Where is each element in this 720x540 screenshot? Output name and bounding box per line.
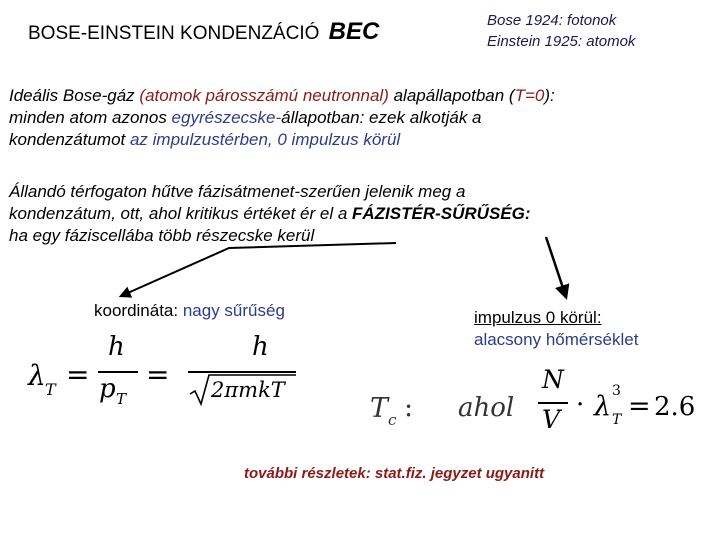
p1-text-5: ):	[544, 86, 555, 105]
fr-sub-c: c	[388, 411, 397, 429]
fl-h-2: h	[252, 332, 269, 362]
fl-sub-t: T	[45, 380, 56, 399]
fl-sqrt-body: 2πmkT	[211, 378, 285, 402]
fr-value: 2.6	[654, 392, 696, 422]
fl-eq-1: =	[66, 358, 90, 391]
fr-dot: ·	[576, 390, 585, 420]
label-momentum-line2: alacsony hőmérséklet	[474, 330, 639, 349]
fl-p: p	[99, 374, 116, 404]
p1-text-8: állapotban: ezek alkotják a	[281, 108, 482, 127]
p1-text-10: az impulzustérben, 0 impulzus körül	[129, 130, 401, 149]
date-einstein: Einstein 1925: atomok	[487, 33, 636, 50]
p1-text-3: alapállapotban (	[388, 86, 515, 105]
p1-text-7: egyrészecske-	[171, 108, 282, 127]
fr-t: T	[370, 393, 389, 424]
fr-lambda: λ	[594, 391, 612, 422]
fr-n: N	[542, 365, 564, 394]
p1-text-6: minden atom azonos	[9, 108, 172, 127]
fl-p-sub-t: T	[116, 390, 127, 408]
label-momentum	[474, 307, 638, 351]
paragraph-phase-transition	[9, 181, 714, 247]
p2-line-2b: FÁZISTÉR-SŰRŰSÉG:	[352, 204, 531, 223]
fl-h-1: h	[108, 332, 125, 362]
fl-lambda: λ	[28, 359, 46, 392]
date-bose: Bose 1924: fotonok	[487, 12, 617, 29]
formula-critical-condition	[370, 365, 700, 445]
fr-sub-t: T	[612, 412, 622, 428]
slide-title	[28, 18, 379, 46]
fr-eq: =	[628, 391, 651, 422]
p2-line-2a: kondenzátum, ott, ahol kritikus értéket ér el a	[9, 204, 353, 223]
title-abbr: BEC	[328, 18, 380, 45]
footnote-further-details: további részletek: stat.fiz. jegyzet ugyanitt	[244, 465, 545, 482]
p2-line-1: Állandó térfogaton hűtve fázisátmenet-szerűen jelenik meg a	[9, 182, 466, 201]
fr-v: V	[542, 405, 561, 434]
p2-line-3: ha egy fáziscellába több részecske kerül	[9, 226, 315, 245]
p1-text-4: T=0	[514, 86, 545, 105]
label-coordinate-value: nagy sűrűség	[182, 301, 285, 320]
history-dates	[487, 10, 635, 52]
fr-ahol: ahol	[458, 393, 515, 423]
fr-sup-3: 3	[612, 383, 621, 399]
formula-thermal-wavelength	[28, 332, 298, 408]
p1-text-2: (atomok párosszámú neutronnal)	[139, 86, 389, 105]
label-coordinate	[94, 301, 285, 321]
paragraph-ideal-bose-gas	[9, 85, 714, 151]
label-coordinate-prefix: koordináta:	[94, 301, 183, 320]
title-text: BOSE-EINSTEIN KONDENZÁCIÓ	[28, 23, 320, 44]
fr-colon: :	[404, 392, 414, 423]
arrow-to-coordinate	[121, 243, 396, 296]
fr-fraction-bar	[538, 402, 568, 404]
p1-text-1: Ideális Bose-gáz	[9, 86, 140, 105]
label-momentum-line1: impulzus 0 körül:	[474, 308, 602, 327]
p1-text-9: kondenzátumot	[9, 130, 130, 149]
fl-fraction-bar-1	[98, 371, 138, 373]
fl-eq-2: =	[146, 358, 170, 391]
